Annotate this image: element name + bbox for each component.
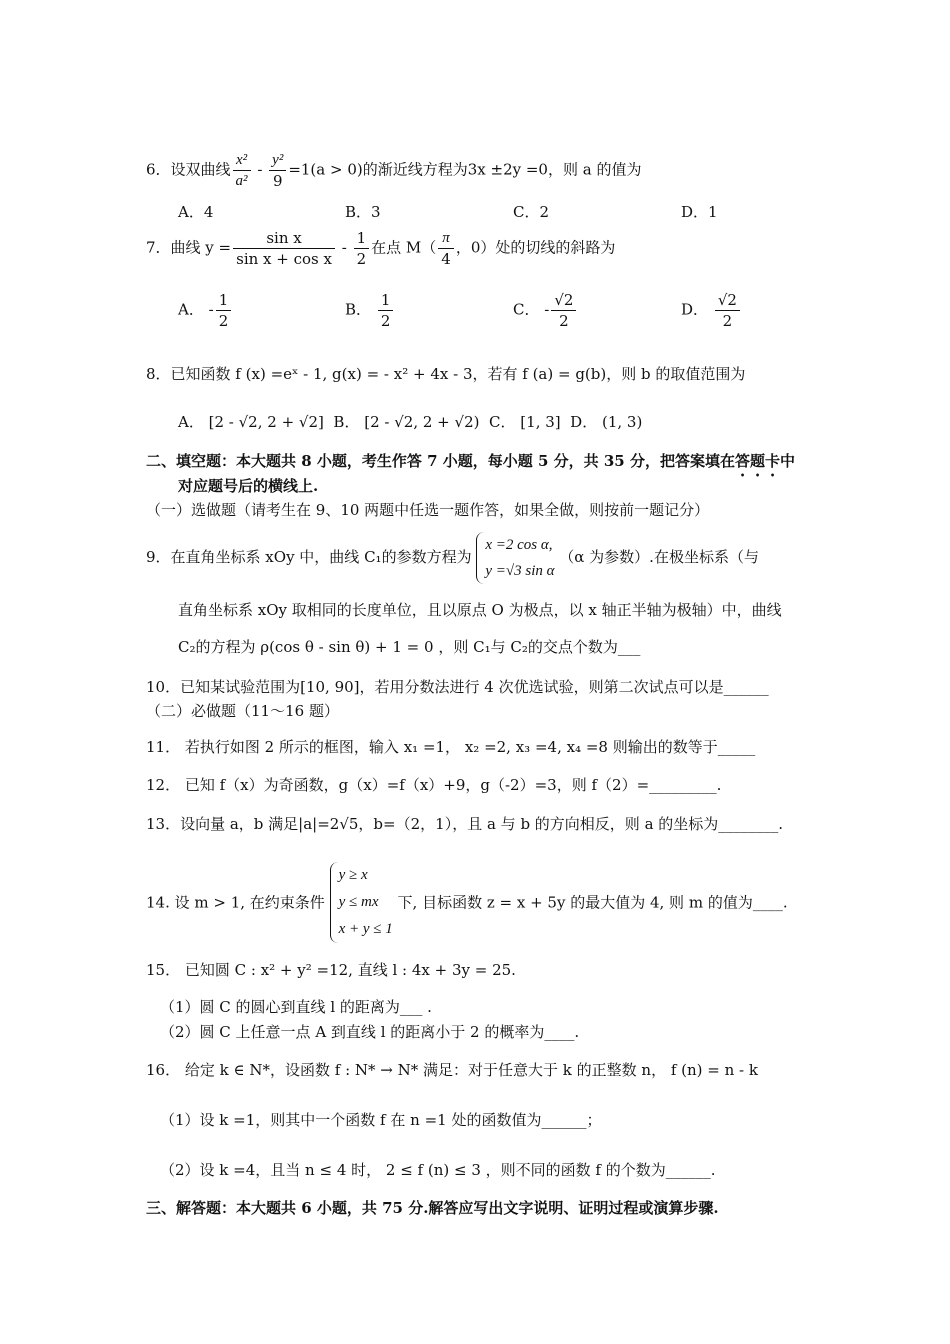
q16-stem: 16． 给定 k ∈ N*，设函数 f : N* → N* 满足：对于任意大于 k 的正整数 n， f (n) = n - k xyxy=(146,1061,758,1079)
q9-parametric-system: x =2 cos α, y =√3 sin α xyxy=(476,532,554,584)
q7-option-c: C． - $\frac{√2}{2}$ xyxy=(513,290,578,331)
q11-stem: 11． 若执行如图 2 所示的框图，输入 x₁ =1， x₂ =2, x₃ =4, x₄ =8 则输出的数等于_____ xyxy=(146,738,756,756)
q9-stem: 9．在直角坐标系 xOy 中，曲线 C₁的参数方程为 x =2 cos α, y =√3 sin α （α 为参数）.在极坐标系（与 xyxy=(146,532,759,584)
q6-option-c: C．2 xyxy=(513,203,550,221)
q9-line2: 直角坐标系 xOy 取相同的长度单位，且以原点 O 为极点，以 x 轴正半轴为极轴）中，曲线 xyxy=(178,601,782,619)
q6-fraction-y: $\frac{\text{y²}}{9}$ xyxy=(269,150,286,191)
q6-option-d: D．1 xyxy=(681,203,718,221)
q8-stem: 8．已知函数 f (x) =eˣ - 1, g(x) = - x² + 4x - 3，若有 f (a) = g(b)，则 b 的取值范围为 xyxy=(146,365,746,383)
q7-stem: 7．曲线 y = $\frac{\text{sin x}}{\text{sin x + cos x}}$ - $\frac{1}{2}$ 在点 M（ $\frac{\pi}{4}$ ，0）处的切线的斜路为 xyxy=(146,229,616,268)
section2-heading: 二、填空题：本大题共 8 小题，考生作答 7 小题，每小题 5 分，共 35 分，把答案填在答题卡中 xyxy=(146,452,795,470)
q12-stem: 12． 已知 f（x）为奇函数，g（x）=f（x）+9，g（-2）=3，则 f（2）=_________. xyxy=(146,776,722,794)
q6-stem: 6．设双曲线 $\frac{\text{x²}}{\text{a²}}$ - $\frac{\text{y²}}{9}$ =1(a > 0)的渐近线方程为3x ±2y =0，则 a 的值为 xyxy=(146,152,642,190)
q7-option-d: D． $\frac{√2}{2}$ xyxy=(681,290,742,331)
q10-stem: 10．已知某试验范围为[10, 90]，若用分数法进行 4 次优选试验，则第二次试点可以是______ xyxy=(146,678,769,696)
q7-option-b: B． $\frac{1}{2}$ xyxy=(345,290,395,331)
q15-stem: 15． 已知圆 C : x² + y² =12, 直线 l : 4x + 3y = 25. xyxy=(146,961,516,979)
q6-fraction-x: $\frac{\text{x²}}{\text{a²}}$ xyxy=(233,150,251,191)
optional-subheading: （一）选做题（请考生在 9、10 两题中任选一题作答，如果全做，则按前一题记分） xyxy=(146,501,710,519)
q15-part1: （1）圆 C 的圆心到直线 l 的距离为___ . xyxy=(160,998,432,1016)
q14-stem: 14. 设 m > 1, 在约束条件 y ≥ x y ≤ mx x + y ≤ 1 下, 目标函数 z = x + 5y 的最大值为 4, 则 m 的值为____. xyxy=(146,862,788,943)
section3-heading: 三、解答题：本大题共 6 小题，共 75 分.解答应写出文字说明、证明过程或演算步骤. xyxy=(146,1199,719,1217)
q7-option-a: A． - $\frac{1}{2}$ xyxy=(178,290,233,331)
q16-part1: （1）设 k =1，则其中一个函数 f 在 n =1 处的函数值为______； xyxy=(160,1111,602,1129)
required-subheading: （二）必做题（11～16 题） xyxy=(146,702,339,720)
q7-main-fraction: $\frac{\text{sin x}}{\text{sin x + cos x}}$ xyxy=(233,228,335,269)
q9-line3: C₂的方程为 ρ(cos θ - sin θ) + 1 = 0 ，则 C₁与 C₂的交点个数为___ xyxy=(178,638,641,656)
q6-option-b: B．3 xyxy=(345,203,381,221)
q15-part2: （2）圆 C 上任意一点 A 到直线 l 的距离小于 2 的概率为____. xyxy=(160,1023,580,1041)
q13-stem: 13．设向量 a，b 满足|a|=2√5，b=（2，1），且 a 与 b 的方向相反，则 a 的坐标为________. xyxy=(146,815,784,833)
q7-half: $\frac{1}{2}$ xyxy=(354,228,370,269)
q16-part2: （2）设 k =4，且当 n ≤ 4 时， 2 ≤ f (n) ≤ 3 ，则不同的函数 f 的个数为______. xyxy=(160,1161,716,1179)
q7-pi-over-4: $\frac{\pi}{4}$ xyxy=(438,228,454,269)
section2-heading-line2: 对应题号后的横线上. xyxy=(178,477,319,495)
q6-option-a: A．4 xyxy=(178,203,214,221)
q14-constraint-system: y ≥ x y ≤ mx x + y ≤ 1 xyxy=(330,862,393,943)
q8-options: A． [2 - √2, 2 + √2] B． [2 - √2, 2 + √2) C． [1, 3] D． (1, 3) xyxy=(178,413,643,431)
